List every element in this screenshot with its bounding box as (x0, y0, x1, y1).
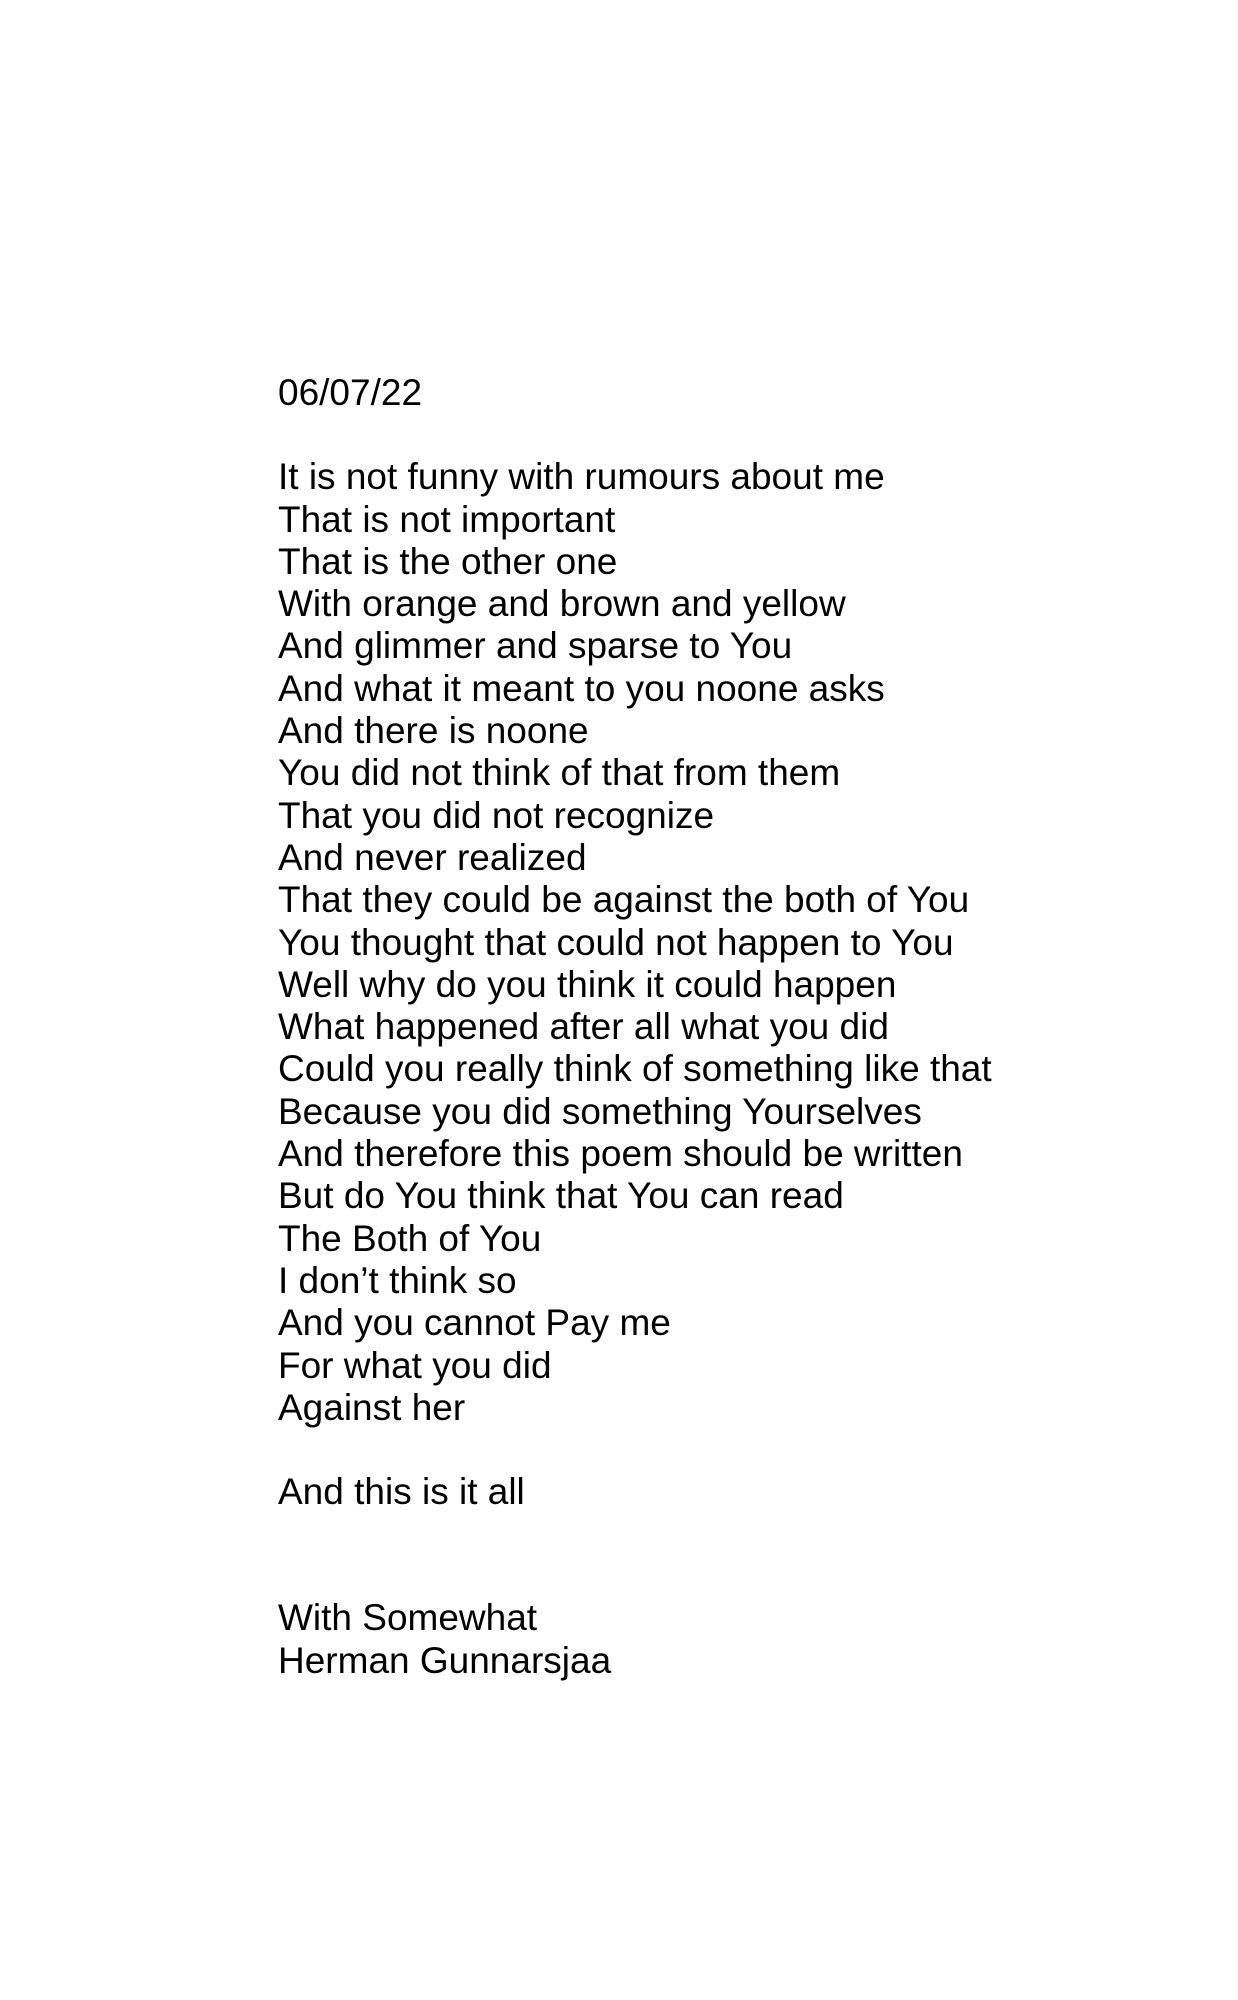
poem-line: For what you did (278, 1344, 552, 1386)
author-name: Herman Gunnarsjaa (278, 1639, 612, 1681)
poem-line: That is the other one (278, 540, 618, 582)
poem-line: And what it meant to you noone asks (278, 667, 885, 709)
signature-block (278, 1597, 1178, 1682)
poem-line: That you did not recognize (278, 794, 715, 836)
poem-line: Well why do you think it could happen (278, 963, 897, 1005)
poem-line: That they could be against the both of You (278, 879, 970, 921)
poem-line: It is not funny with rumours about me (278, 456, 885, 498)
poem-line: With orange and brown and yellow (278, 583, 846, 625)
poem-closing-line: And this is it all (278, 1471, 525, 1513)
poem-line: I don’t think so (278, 1259, 517, 1301)
poem-date: 06/07/22 (278, 372, 423, 413)
poem-line: The Both of You (278, 1217, 542, 1259)
poem-body (278, 372, 1178, 1682)
poem-line: You thought that could not happen to You (278, 921, 954, 963)
signoff-text: With Somewhat (278, 1597, 538, 1639)
poem-stanza (278, 456, 1178, 1429)
poem-line: And never realized (278, 836, 587, 878)
poem-line: But do You think that You can read (278, 1175, 844, 1217)
poem-line: That is not important (278, 498, 616, 540)
poem-line: And you cannot Pay me (278, 1302, 671, 1344)
poem-line: Could you really think of something like that (278, 1048, 992, 1090)
poem-line: Because you did something Yourselves (278, 1090, 922, 1132)
poem-line: What happened after all what you did (278, 1006, 889, 1048)
poem-line: Against her (278, 1386, 466, 1428)
poem-line: And glimmer and sparse to You (278, 625, 793, 667)
poem-line: You did not think of that from them (278, 752, 841, 794)
poem-line: And there is noone (278, 710, 589, 752)
poem-line: And therefore this poem should be written (278, 1133, 963, 1175)
